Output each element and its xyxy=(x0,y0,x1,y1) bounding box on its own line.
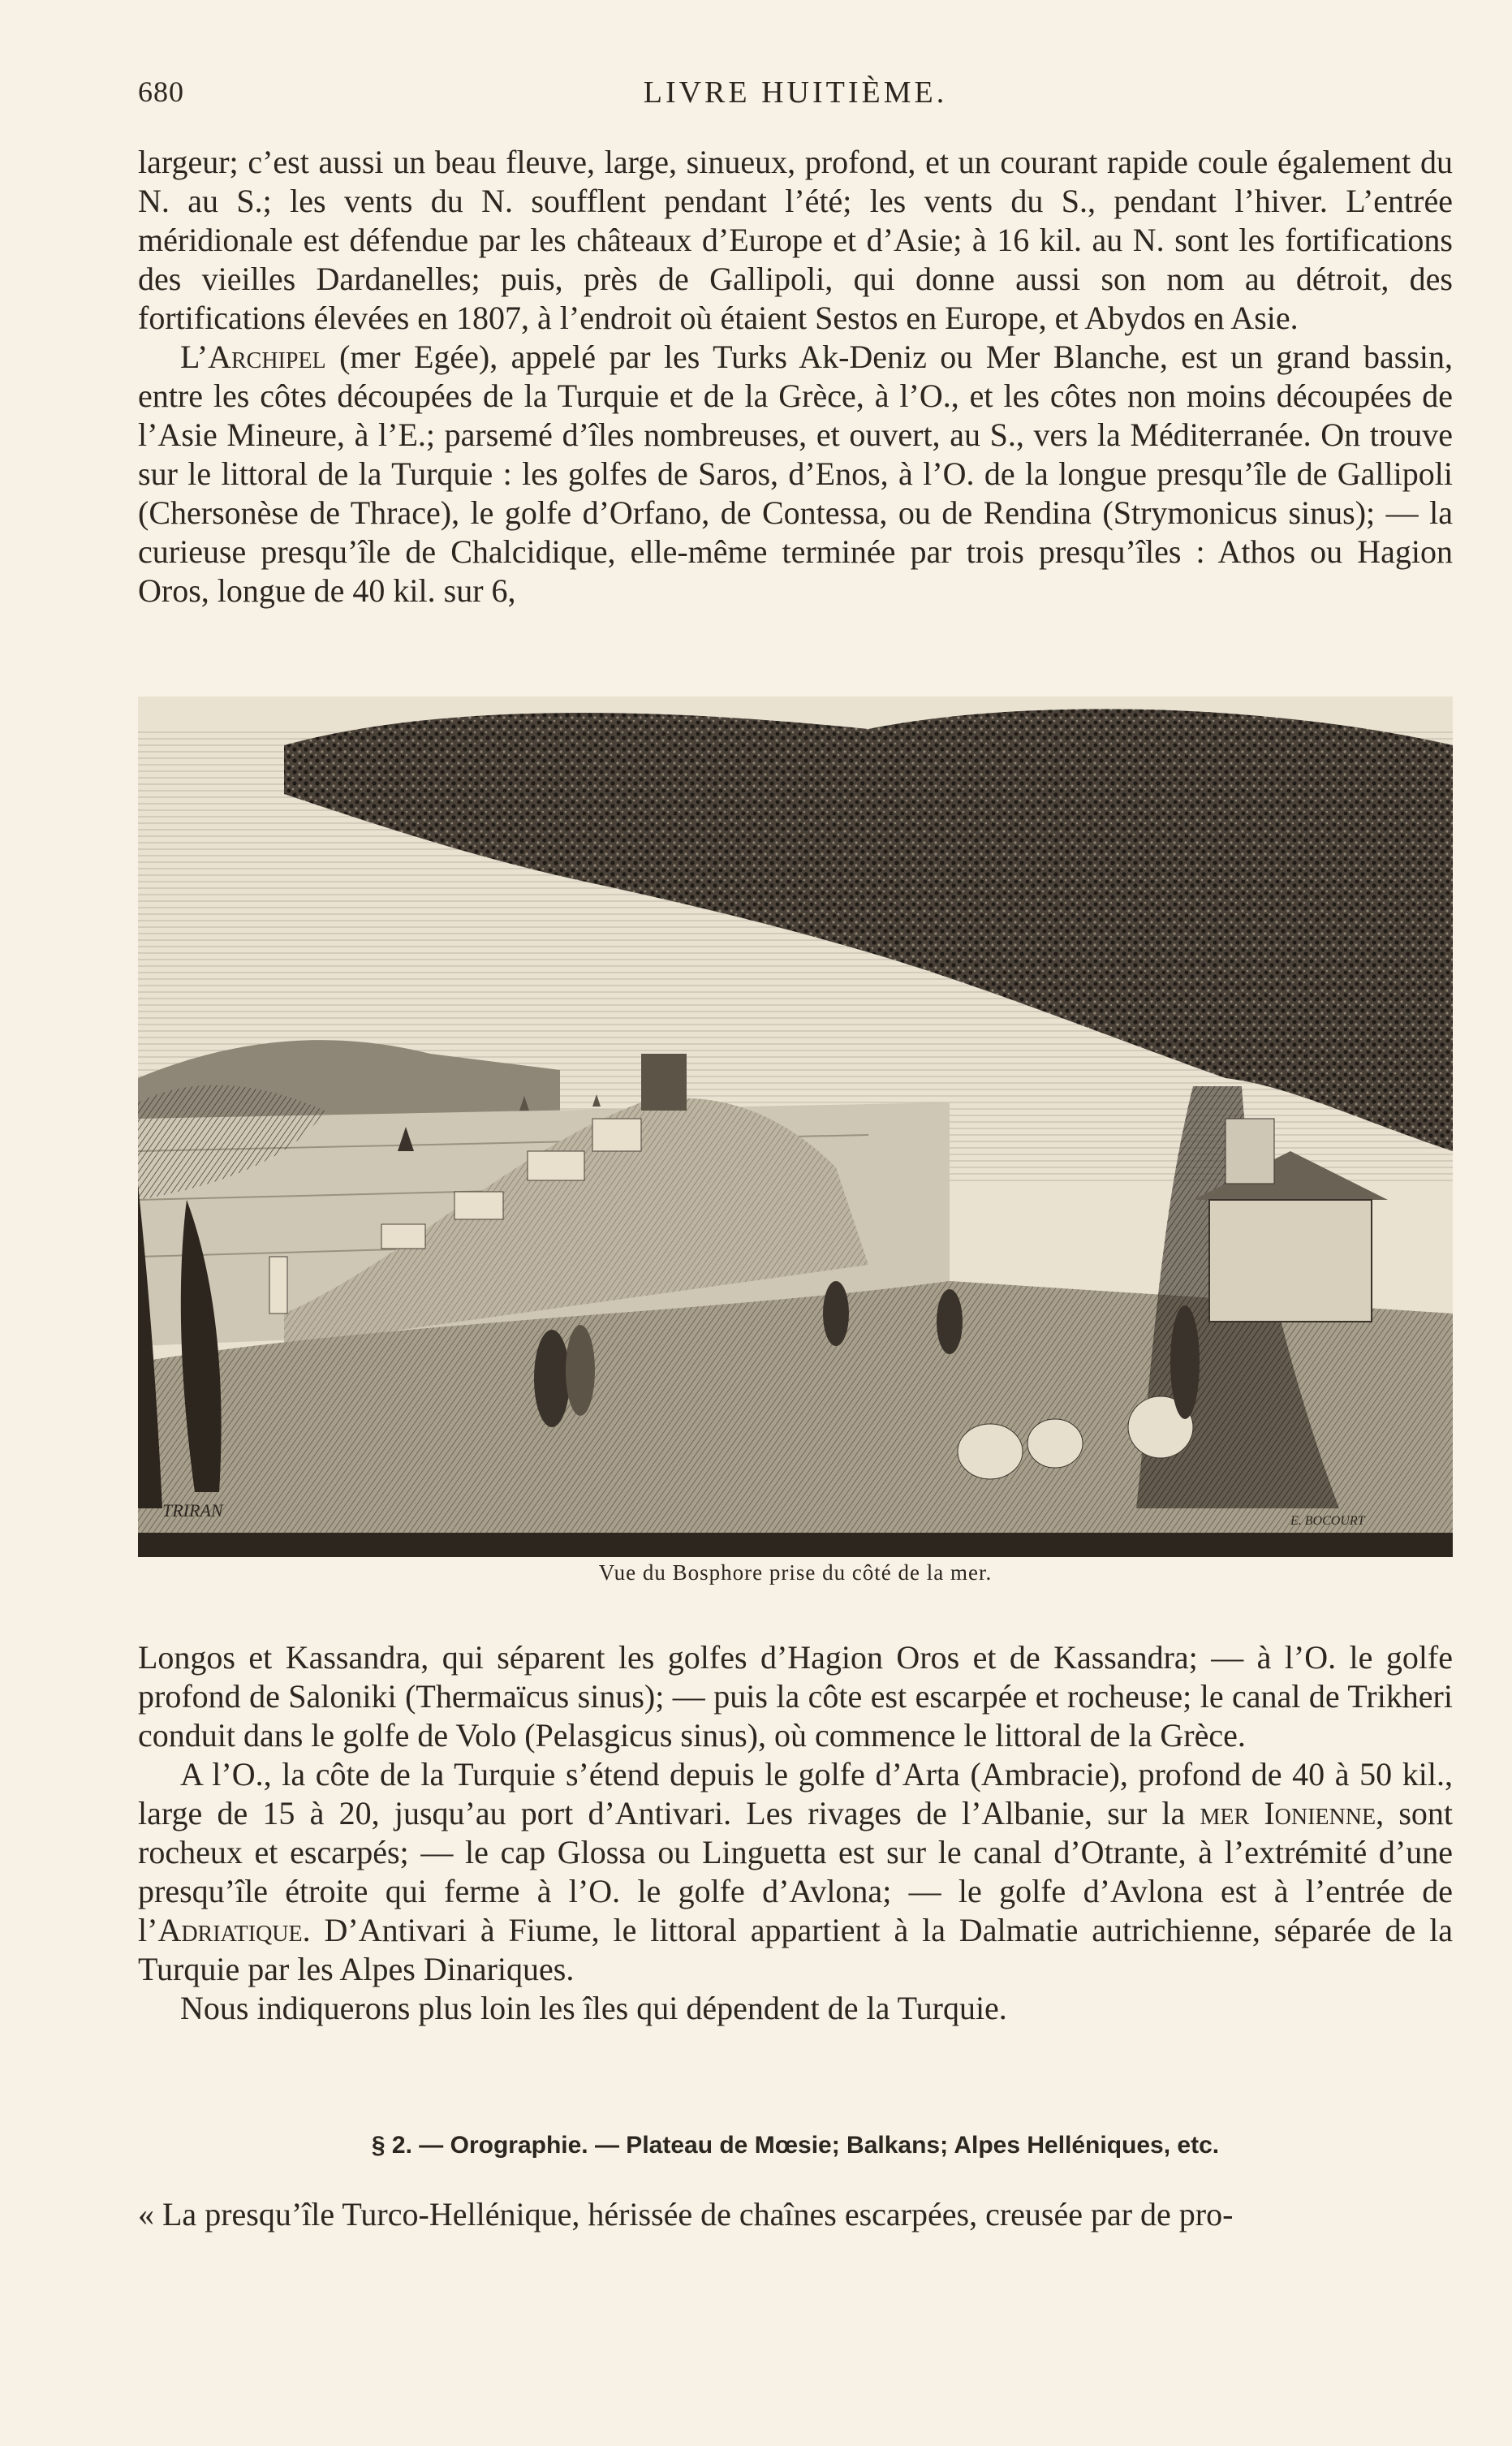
paragraph-west-coast xyxy=(138,1755,1453,1989)
engraver-signature: TRIRAN xyxy=(162,1500,223,1521)
term-adriatique: Adriatique xyxy=(157,1912,303,1948)
paragraph-longos-kassandra: Longos et Kassandra, qui séparent les golfes d’Hagion Oros et de Kassandra; — à l’O. le golfe profond de Saloniki (Thermaïcus sinus); — puis la côte est escarpée et rocheuse; le canal de Trikheri conduit dans le golfe de Volo (Pelasgicus sinus), où commence le littoral de la Grèce. xyxy=(138,1639,1453,1754)
term-mer-ionienne: mer Ionienne xyxy=(1200,1795,1376,1831)
page-header xyxy=(138,75,1453,123)
paragraph-islands-note: Nous indiquerons plus loin les îles qui dépendent de la Turquie. xyxy=(180,1990,1007,2026)
section-heading: § 2. — Orographie. — Plateau de Mœsie; Balkans; Alpes Helléniques, etc. xyxy=(371,2132,1220,2159)
paragraph-bosphore-continued: largeur; c’est aussi un beau fleuve, large, sinueux, profond, et un courant rapide coule également du N. au S.; les vents du N. soufflent pendant l’été; les vents du S., pendant l’hiver. L’entrée méridionale est défendue par les châteaux d’Europe et d’Asie; à 16 kil. au N. sont les fortifications des vieilles Dardanelles; puis, près de Gallipoli, qui donne aussi son nom au détroit, des fortifications élevées en 1807, à l’endroit où étaient Sestos en Europe, et Abydos en Asie. xyxy=(138,144,1453,336)
bottom-text-block xyxy=(138,1638,1453,2028)
paragraph-west-coast-part-1: A l’O., la côte de la Turquie s’étend depuis le golfe d’Arta (Ambracie), profond de 40 à 50 kil., large de 15 à 20, jusqu’au port d’Antivari. Les rivages de l’Albanie, sur la xyxy=(138,1756,1453,1831)
engraving-image xyxy=(138,697,1453,1557)
illustration-caption: Vue du Bosphore prise du côté de la mer. xyxy=(598,1560,993,1585)
artist-signature: E. BOCOURT xyxy=(1290,1514,1365,1528)
paragraph-west-coast-part-3: . D’Antivari à Fiume, le littoral appartient à la Dalmatie autrichienne, séparée de la Turquie par les Alpes Dinariques. xyxy=(138,1912,1453,1987)
final-text-line: « La presqu’île Turco-Hellénique, hérissée de chaînes escarpées, creusée par de pro- xyxy=(138,2196,1234,2232)
paragraph-archipel-text: (mer Egée), appelé par les Turks Ak-Deniz ou Mer Blanche, est un grand bassin, entre les côtes découpées de la Turquie et de la Grèce, à l’O., et les côtes non moins découpées de l’Asie Mineure, à l’E.; parsemé d’îles nombreuses, et ouvert, au S., vers la Méditerranée. On trouve sur le littoral de la Turquie : les golfes de Saros, d’Enos, à l’O. de la longue presqu’île de Gallipoli (Chersonèse de Thrace), le golfe d’Orfano, de Contessa, ou de Rendina (Strymonicus sinus); — la curieuse presqu’île de Chalcidique, elle-même terminée par trois presqu’îles : Athos ou Hagion Oros, longue de 40 kil. sur 6, xyxy=(138,339,1453,609)
engraving-bosphorus-view xyxy=(138,697,1453,1557)
paragraph-archipel xyxy=(138,338,1453,610)
running-head: LIVRE HUITIÈME. xyxy=(643,75,948,110)
term-archipel: L’Archipel xyxy=(180,339,326,375)
top-text-block xyxy=(138,143,1453,610)
page-number: 680 xyxy=(138,75,184,108)
paragraph-west-coast-part-2: , sont rocheux et escarpés; — le cap Glossa ou Linguetta est sur le canal d’Otrante, à l’extrémité d’une presqu’île étroite qui ferme à l’O. le golfe d’Avlona; — le golfe d’Avlona est à l’entrée de l’ xyxy=(138,1795,1453,1948)
